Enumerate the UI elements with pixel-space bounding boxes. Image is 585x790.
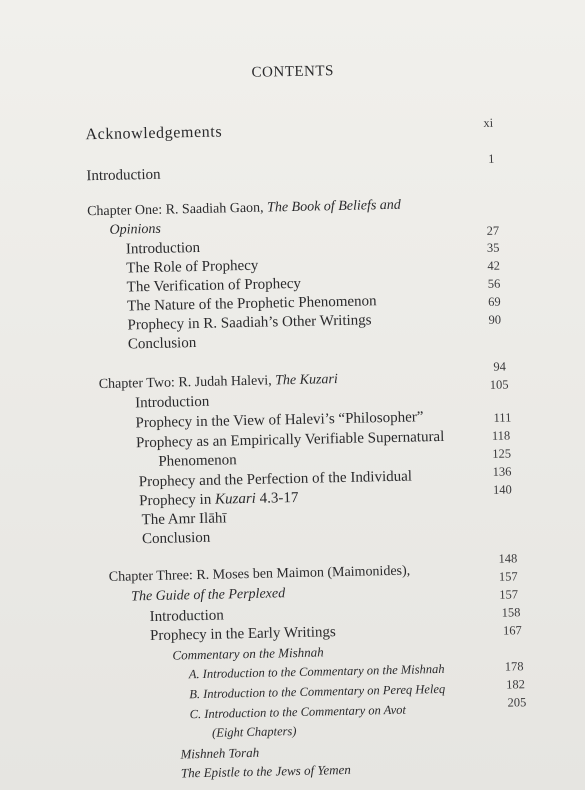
page-number: 125 [492,446,512,461]
toc-entry[interactable]: Mishneh Torah [180,744,260,762]
toc-entry-acknowledgements[interactable]: Acknowledgements [85,123,223,144]
page-number: 105 [489,377,509,392]
toc-entry[interactable]: Conclusion [127,335,197,353]
toc-entry[interactable]: Prophecy in R. Saadiah’s Other Writings [127,312,372,334]
toc-entry[interactable]: Prophecy in the Early Writings [149,624,336,645]
page-number: 158 [501,605,521,620]
chapter-one-title-cont: Opinions [109,221,162,238]
toc-entry[interactable]: Conclusion [141,529,211,548]
page-number: 148 [498,551,518,566]
page-number: 205 [507,695,527,710]
page-number: 56 [487,276,501,291]
toc-entry[interactable]: A. Introduction to the Commentary on the Mishnah [188,661,445,682]
toc-entry[interactable]: Introduction [134,393,210,412]
chapter-two-work: The Kuzari [275,372,338,389]
page-number: 35 [486,240,500,255]
toc-entry[interactable]: The Verification of Prophecy [126,275,302,296]
chapter-three-title[interactable]: Chapter Three: R. Moses ben Maimon (Maimonides), [108,563,411,585]
toc-entry[interactable]: Prophecy as an Empirically Verifiable Supernatural [135,428,445,452]
toc-entry[interactable]: B. Introduction to the Commentary on Pereq Heleq [189,681,446,702]
page-number: 42 [487,258,500,273]
toc-entry[interactable]: Phenomenon [158,452,237,470]
toc-entry[interactable]: Introduction [149,607,224,626]
page-number: 157 [498,569,518,584]
page-number: 111 [493,410,512,425]
chapter-one-work: The Book of Beliefs and [266,197,402,216]
toc-entry[interactable]: Prophecy and the Perfection of the Individual [138,468,413,491]
chapter-one-prefix: Chapter One: R. Saadiah Gaon, [86,200,268,220]
toc-entry[interactable]: (Eight Chapters) [211,724,297,740]
page-number: 90 [488,312,502,327]
chapter-three-work: The Guide of the Perplexed [131,586,286,605]
toc-entry[interactable]: Prophecy in the View of Halevi’s “Philosopher” [135,409,424,432]
toc-entry[interactable]: The Epistle to the Jews of Yemen [180,761,351,781]
toc-entry[interactable]: Introduction [125,239,201,258]
page-number: 94 [493,359,507,374]
toc-entry[interactable]: The Amr Ilāhī [141,510,227,529]
page-number: 27 [486,223,500,238]
page-number: 167 [502,623,522,638]
page-number: 136 [492,464,512,479]
chapter-two-title[interactable]: Chapter Two: R. Judah Halevi, The Kuzari [98,372,338,393]
page-number: 157 [499,587,519,602]
contents-heading: CONTENTS [251,63,335,81]
chapter-one-title[interactable] [87,198,401,221]
toc-entry-introduction[interactable]: Introduction [86,166,161,185]
page-number: 118 [491,428,511,443]
page-number: 178 [504,659,524,674]
toc-entry[interactable]: C. Introduction to the Commentary on Avot [189,702,407,722]
page-number: 140 [492,482,512,497]
page-number: xi [483,115,494,130]
page-number: 182 [505,677,526,692]
toc-entry[interactable]: Commentary on the Mishnah [172,644,324,663]
toc-entry[interactable]: The Role of Prophecy [126,257,259,277]
toc-entry[interactable]: The Nature of the Prophetic Phenomenon [126,293,377,315]
page-number: 1 [487,151,495,166]
toc-entry[interactable]: Prophecy in Kuzari 4.3-17 [139,489,299,510]
page-number: 69 [487,294,501,309]
